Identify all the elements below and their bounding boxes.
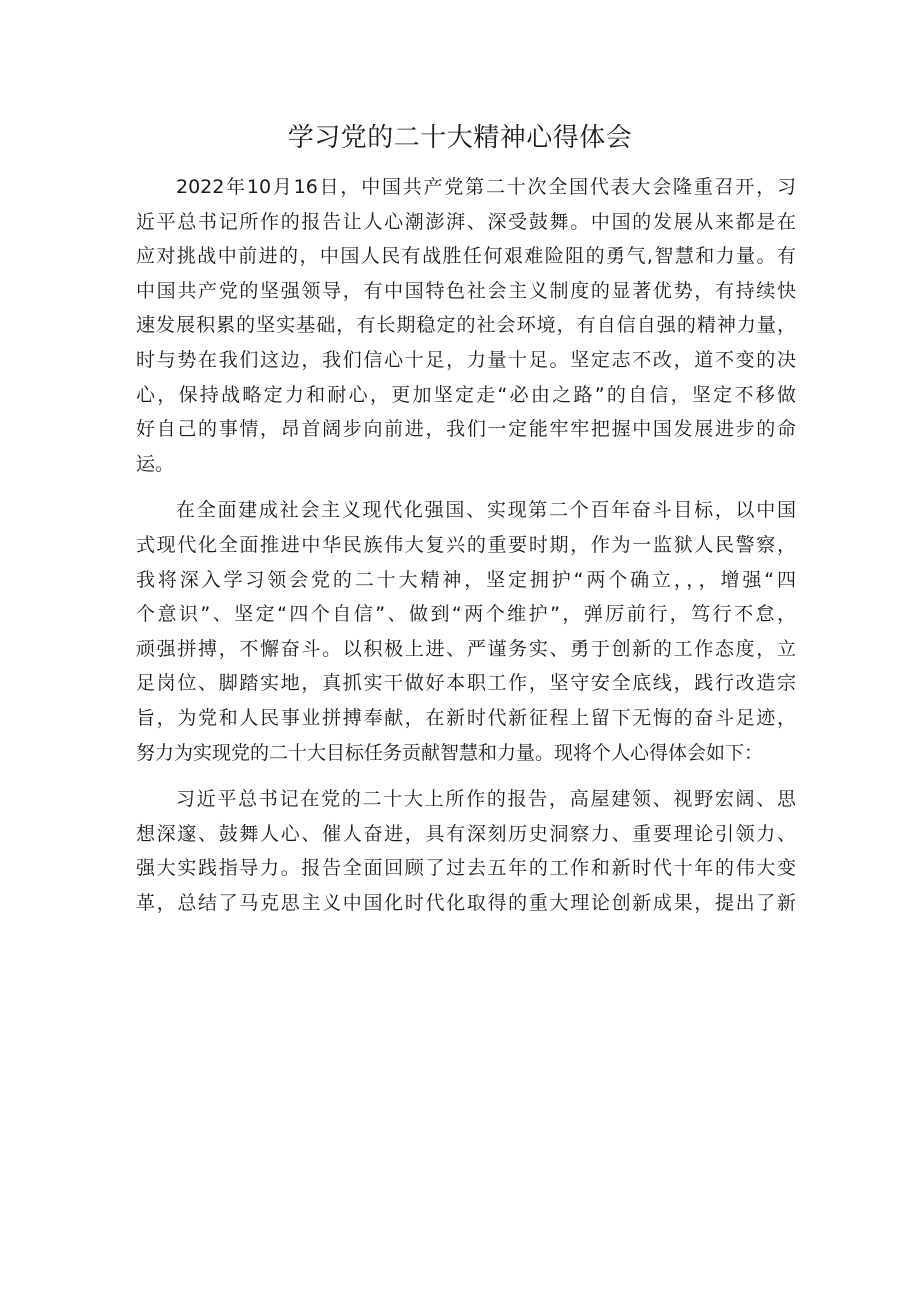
- paragraph-line: 革，总结了马克思主义中国化时代化取得的重大理论创新成果，提出了新: [136, 891, 796, 914]
- paragraph-line: 2022年10月16日，中国共产党第二十次全国代表大会隆重召开，习: [176, 176, 796, 198]
- paragraph-line: 强大实践指导力。报告全面回顾了过去五年的工作和新时代十年的伟大变: [136, 857, 796, 880]
- paragraph-line: 足岗位、脚踏实地，真抓实干做好本职工作，坚守安全底线，践行改造宗: [136, 672, 796, 695]
- paragraph-line: 速发展积累的坚实基础，有长期稳定的社会环境，有自信自强的精神力量，: [136, 314, 796, 337]
- paragraph-line: 习近平总书记在党的二十大上所作的报告，高屋建领、视野宏阔、思: [176, 788, 796, 811]
- paragraph-line: 我将深入学习领会党的二十大精神，坚定拥护“两个确立，，，增强“四: [136, 568, 796, 591]
- paragraph-line: 旨，为党和人民事业拼搏奉献，在新时代新征程上留下无悔的奋斗足迹，: [136, 706, 796, 729]
- paragraph-line: 想深邃、鼓舞人心、催人奋进，具有深刻历史洞察力、重要理论引领力、: [136, 822, 796, 845]
- paragraph-3: [136, 782, 796, 920]
- paragraph-line: 在全面建成社会主义现代化强国、实现第二个百年奋斗目标，以中国: [176, 499, 796, 522]
- paragraph-line: 应对挑战中前进的，中国人民有战胜任何艰难险阻的勇气,智慧和力量。有: [136, 245, 796, 268]
- paragraph-line: 努力为实现党的二十大目标任务贡献智慧和力量。现将个人心得体会如下：: [136, 741, 764, 764]
- paragraph-line: 运。: [136, 452, 175, 475]
- paragraph-line: 心，保持战略定力和耐心，更加坚定走“必由之路”的自信，坚定不移做: [136, 383, 796, 406]
- paragraph-1: [136, 170, 796, 481]
- paragraph-line: 好自己的事情，昂首阔步向前进，我们一定能牢牢把握中国发展进步的命: [136, 418, 796, 441]
- paragraph-line: 个意识”、坚定“四个自信”、做到“两个维护”，弹厉前行，笃行不怠，: [136, 603, 796, 626]
- paragraph-line: 近平总书记所作的报告让人心潮澎湃、深受鼓舞。中国的发展从来都是在: [136, 210, 796, 233]
- paragraph-line: 时与势在我们这边，我们信心十足，力量十足。坚定志不改，道不变的决: [136, 348, 796, 371]
- document-title: 学习党的二十大精神心得体会: [287, 123, 633, 153]
- paragraph-line: 顽强拼搏，不懈奋斗。以积极上进、严谨务实、勇于创新的工作态度，立: [136, 637, 796, 660]
- document-body: [136, 170, 796, 932]
- paragraph-line: 中国共产党的坚强领导，有中国特色社会主义制度的显著优势，有持续快: [136, 279, 796, 302]
- paragraph-2: [136, 493, 796, 770]
- paragraph-line: 式现代化全面推进中华民族伟大复兴的重要时期，作为一监狱人民警察，: [136, 533, 796, 556]
